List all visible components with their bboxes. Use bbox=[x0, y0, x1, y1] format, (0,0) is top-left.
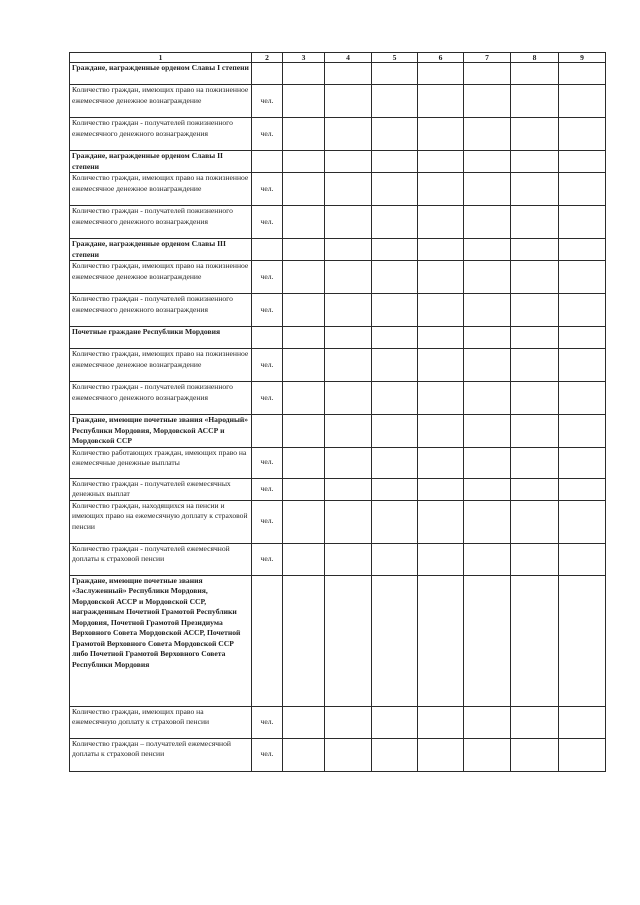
value-cell bbox=[418, 173, 464, 206]
value-cell bbox=[464, 706, 511, 738]
value-cell bbox=[418, 206, 464, 239]
indicator-row bbox=[70, 447, 606, 478]
column-header: 2 bbox=[252, 53, 283, 63]
value-cell bbox=[511, 151, 559, 173]
value-cell bbox=[372, 706, 418, 738]
value-cell bbox=[283, 327, 325, 349]
section-row bbox=[70, 151, 606, 173]
value-cell bbox=[559, 543, 606, 575]
indicator-label: Количество граждан, имеющих право на пожизненное ежемесячное денежное вознаграждение bbox=[70, 261, 252, 294]
indicator-label: Количество граждан – получателей ежемесячной доплаты к страховой пенсии bbox=[70, 738, 252, 771]
section-row bbox=[70, 239, 606, 261]
value-cell bbox=[418, 738, 464, 771]
value-cell bbox=[464, 478, 511, 500]
value-cell bbox=[464, 261, 511, 294]
value-cell bbox=[283, 261, 325, 294]
indicator-label: Количество граждан - получателей пожизненного ежемесячного денежного вознаграждения bbox=[70, 206, 252, 239]
unit-cell: чел. bbox=[252, 118, 283, 151]
value-cell bbox=[464, 349, 511, 382]
value-cell bbox=[283, 206, 325, 239]
unit-cell: чел. bbox=[252, 294, 283, 327]
value-cell bbox=[511, 447, 559, 478]
indicator-row bbox=[70, 382, 606, 415]
column-header: 4 bbox=[325, 53, 372, 63]
column-header: 7 bbox=[464, 53, 511, 63]
indicator-label: Количество граждан, находящихся на пенсии и имеющих право на ежемесячную доплату к страховой пенсии bbox=[70, 500, 252, 543]
unit-cell: чел. bbox=[252, 349, 283, 382]
value-cell bbox=[325, 85, 372, 118]
value-cell bbox=[559, 261, 606, 294]
value-cell bbox=[464, 382, 511, 415]
indicator-row bbox=[70, 206, 606, 239]
value-cell bbox=[511, 173, 559, 206]
value-cell bbox=[418, 447, 464, 478]
indicator-row bbox=[70, 478, 606, 500]
value-cell bbox=[464, 294, 511, 327]
value-cell bbox=[418, 261, 464, 294]
indicator-label: Количество граждан, имеющих право на пожизненное ежемесячное денежное вознаграждение bbox=[70, 173, 252, 206]
value-cell bbox=[464, 173, 511, 206]
indicator-row bbox=[70, 294, 606, 327]
value-cell bbox=[559, 478, 606, 500]
value-cell bbox=[372, 543, 418, 575]
value-cell bbox=[372, 118, 418, 151]
value-cell bbox=[418, 349, 464, 382]
value-cell bbox=[559, 382, 606, 415]
value-cell bbox=[325, 478, 372, 500]
value-cell bbox=[418, 327, 464, 349]
section-row bbox=[70, 415, 606, 448]
value-cell bbox=[283, 85, 325, 118]
value-cell bbox=[372, 261, 418, 294]
unit-cell bbox=[252, 327, 283, 349]
value-cell bbox=[559, 706, 606, 738]
value-cell bbox=[511, 575, 559, 706]
value-cell bbox=[418, 575, 464, 706]
value-cell bbox=[464, 85, 511, 118]
value-cell bbox=[559, 447, 606, 478]
value-cell bbox=[511, 239, 559, 261]
value-cell bbox=[511, 63, 559, 85]
section-row bbox=[70, 575, 606, 706]
unit-cell: чел. bbox=[252, 85, 283, 118]
value-cell bbox=[559, 151, 606, 173]
value-cell bbox=[325, 261, 372, 294]
value-cell bbox=[325, 706, 372, 738]
indicator-row bbox=[70, 118, 606, 151]
value-cell bbox=[325, 575, 372, 706]
value-cell bbox=[559, 738, 606, 771]
value-cell bbox=[511, 415, 559, 448]
indicator-row bbox=[70, 173, 606, 206]
value-cell bbox=[372, 382, 418, 415]
column-header: 9 bbox=[559, 53, 606, 63]
value-cell bbox=[464, 239, 511, 261]
value-cell bbox=[511, 327, 559, 349]
unit-cell: чел. bbox=[252, 500, 283, 543]
value-cell bbox=[464, 575, 511, 706]
value-cell bbox=[559, 63, 606, 85]
value-cell bbox=[559, 118, 606, 151]
value-cell bbox=[325, 738, 372, 771]
indicator-label: Количество граждан, имеющих право на пожизненное ежемесячное денежное вознаграждение bbox=[70, 85, 252, 118]
value-cell bbox=[511, 118, 559, 151]
indicator-label: Количество граждан, имеющих право на пожизненное ежемесячное денежное вознаграждение bbox=[70, 349, 252, 382]
indicator-label: Количество граждан - получателей ежемесячных денежных выплат bbox=[70, 478, 252, 500]
value-cell bbox=[283, 738, 325, 771]
value-cell bbox=[464, 447, 511, 478]
section-title: Почетные граждане Республики Мордовия bbox=[70, 327, 252, 349]
value-cell bbox=[464, 206, 511, 239]
section-title: Граждане, награжденные орденом Славы II степени bbox=[70, 151, 252, 173]
value-cell bbox=[372, 85, 418, 118]
section-title: Граждане, награжденные орденом Славы I степени bbox=[70, 63, 252, 85]
value-cell bbox=[325, 63, 372, 85]
value-cell bbox=[418, 239, 464, 261]
value-cell bbox=[511, 85, 559, 118]
unit-cell: чел. bbox=[252, 261, 283, 294]
value-cell bbox=[559, 415, 606, 448]
value-cell bbox=[464, 63, 511, 85]
value-cell bbox=[372, 575, 418, 706]
unit-cell: чел. bbox=[252, 478, 283, 500]
indicator-label: Количество работающих граждан, имеющих право на ежемесячные денежные выплаты bbox=[70, 447, 252, 478]
value-cell bbox=[325, 500, 372, 543]
value-cell bbox=[464, 118, 511, 151]
value-cell bbox=[372, 239, 418, 261]
indicator-label: Количество граждан - получателей пожизненного ежемесячного денежного вознаграждения bbox=[70, 294, 252, 327]
indicator-row bbox=[70, 85, 606, 118]
value-cell bbox=[559, 85, 606, 118]
value-cell bbox=[511, 349, 559, 382]
value-cell bbox=[464, 415, 511, 448]
indicator-row bbox=[70, 738, 606, 771]
value-cell bbox=[418, 294, 464, 327]
value-cell bbox=[283, 382, 325, 415]
value-cell bbox=[418, 85, 464, 118]
section-title: Граждане, имеющие почетные звания «Заслуженный» Республики Мордовия, Мордовской АССР и Мордовской ССР, награжденным Почетной Грамотой Республики Мордовия, Почетной Грамотой Президиума Верховного Совета Мордовской АССР, Почетной Грамотой Верховного Совета Мордовской ССР либо Почетной Грамотой Верховного Совета Республики Мордовия bbox=[70, 575, 252, 706]
value-cell bbox=[372, 447, 418, 478]
indicator-row bbox=[70, 349, 606, 382]
indicator-label: Количество граждан - получателей пожизненного ежемесячного денежного вознаграждения bbox=[70, 118, 252, 151]
value-cell bbox=[372, 738, 418, 771]
value-cell bbox=[372, 173, 418, 206]
value-cell bbox=[511, 294, 559, 327]
value-cell bbox=[325, 118, 372, 151]
value-cell bbox=[464, 500, 511, 543]
value-cell bbox=[418, 543, 464, 575]
value-cell bbox=[325, 151, 372, 173]
value-cell bbox=[511, 738, 559, 771]
value-cell bbox=[418, 118, 464, 151]
value-cell bbox=[418, 63, 464, 85]
column-header: 1 bbox=[70, 53, 252, 63]
column-header: 8 bbox=[511, 53, 559, 63]
value-cell bbox=[559, 294, 606, 327]
column-header: 5 bbox=[372, 53, 418, 63]
value-cell bbox=[559, 500, 606, 543]
value-cell bbox=[559, 173, 606, 206]
indicator-row bbox=[70, 706, 606, 738]
value-cell bbox=[283, 706, 325, 738]
value-cell bbox=[372, 63, 418, 85]
unit-cell: чел. bbox=[252, 543, 283, 575]
section-row bbox=[70, 63, 606, 85]
value-cell bbox=[511, 543, 559, 575]
value-cell bbox=[511, 478, 559, 500]
unit-cell bbox=[252, 239, 283, 261]
indicator-row bbox=[70, 543, 606, 575]
value-cell bbox=[325, 382, 372, 415]
value-cell bbox=[325, 349, 372, 382]
unit-cell: чел. bbox=[252, 173, 283, 206]
value-cell bbox=[464, 151, 511, 173]
value-cell bbox=[325, 239, 372, 261]
value-cell bbox=[283, 239, 325, 261]
value-cell bbox=[283, 575, 325, 706]
value-cell bbox=[372, 151, 418, 173]
value-cell bbox=[283, 151, 325, 173]
value-cell bbox=[325, 327, 372, 349]
value-cell bbox=[372, 500, 418, 543]
unit-cell bbox=[252, 415, 283, 448]
value-cell bbox=[283, 500, 325, 543]
value-cell bbox=[418, 478, 464, 500]
value-cell bbox=[372, 478, 418, 500]
value-cell bbox=[325, 543, 372, 575]
section-title: Граждане, награжденные орденом Славы III степени bbox=[70, 239, 252, 261]
column-header: 3 bbox=[283, 53, 325, 63]
report-table bbox=[69, 52, 606, 772]
value-cell bbox=[511, 500, 559, 543]
unit-cell bbox=[252, 151, 283, 173]
value-cell bbox=[372, 294, 418, 327]
value-cell bbox=[372, 327, 418, 349]
value-cell bbox=[325, 173, 372, 206]
unit-cell: чел. bbox=[252, 706, 283, 738]
section-row bbox=[70, 327, 606, 349]
value-cell bbox=[559, 239, 606, 261]
value-cell bbox=[418, 415, 464, 448]
section-title: Граждане, имеющие почетные звания «Народный» Республики Мордовия, Мордовской АССР и Мордовской ССР bbox=[70, 415, 252, 448]
unit-cell: чел. bbox=[252, 206, 283, 239]
indicator-row bbox=[70, 261, 606, 294]
value-cell bbox=[559, 327, 606, 349]
value-cell bbox=[372, 349, 418, 382]
value-cell bbox=[325, 447, 372, 478]
value-cell bbox=[511, 261, 559, 294]
value-cell bbox=[283, 447, 325, 478]
unit-cell bbox=[252, 575, 283, 706]
unit-cell: чел. bbox=[252, 382, 283, 415]
value-cell bbox=[283, 118, 325, 151]
value-cell bbox=[559, 349, 606, 382]
value-cell bbox=[418, 706, 464, 738]
unit-cell bbox=[252, 63, 283, 85]
column-number-row bbox=[70, 53, 606, 63]
value-cell bbox=[418, 151, 464, 173]
value-cell bbox=[511, 706, 559, 738]
indicator-label: Количество граждан - получателей ежемесячной доплаты к страховой пенсии bbox=[70, 543, 252, 575]
unit-cell: чел. bbox=[252, 738, 283, 771]
value-cell bbox=[283, 349, 325, 382]
value-cell bbox=[283, 173, 325, 206]
value-cell bbox=[464, 738, 511, 771]
indicator-row bbox=[70, 500, 606, 543]
value-cell bbox=[372, 415, 418, 448]
value-cell bbox=[325, 415, 372, 448]
value-cell bbox=[283, 478, 325, 500]
column-header: 6 bbox=[418, 53, 464, 63]
value-cell bbox=[325, 206, 372, 239]
value-cell bbox=[283, 543, 325, 575]
indicator-label: Количество граждан, имеющих право на ежемесячную доплату к страховой пенсии bbox=[70, 706, 252, 738]
value-cell bbox=[372, 206, 418, 239]
value-cell bbox=[283, 63, 325, 85]
value-cell bbox=[559, 575, 606, 706]
unit-cell: чел. bbox=[252, 447, 283, 478]
value-cell bbox=[418, 500, 464, 543]
value-cell bbox=[464, 327, 511, 349]
value-cell bbox=[283, 415, 325, 448]
value-cell bbox=[559, 206, 606, 239]
value-cell bbox=[325, 294, 372, 327]
table-body bbox=[70, 63, 606, 772]
value-cell bbox=[418, 382, 464, 415]
value-cell bbox=[464, 543, 511, 575]
value-cell bbox=[511, 206, 559, 239]
indicator-label: Количество граждан - получателей пожизненного ежемесячного денежного вознаграждения bbox=[70, 382, 252, 415]
value-cell bbox=[283, 294, 325, 327]
value-cell bbox=[511, 382, 559, 415]
